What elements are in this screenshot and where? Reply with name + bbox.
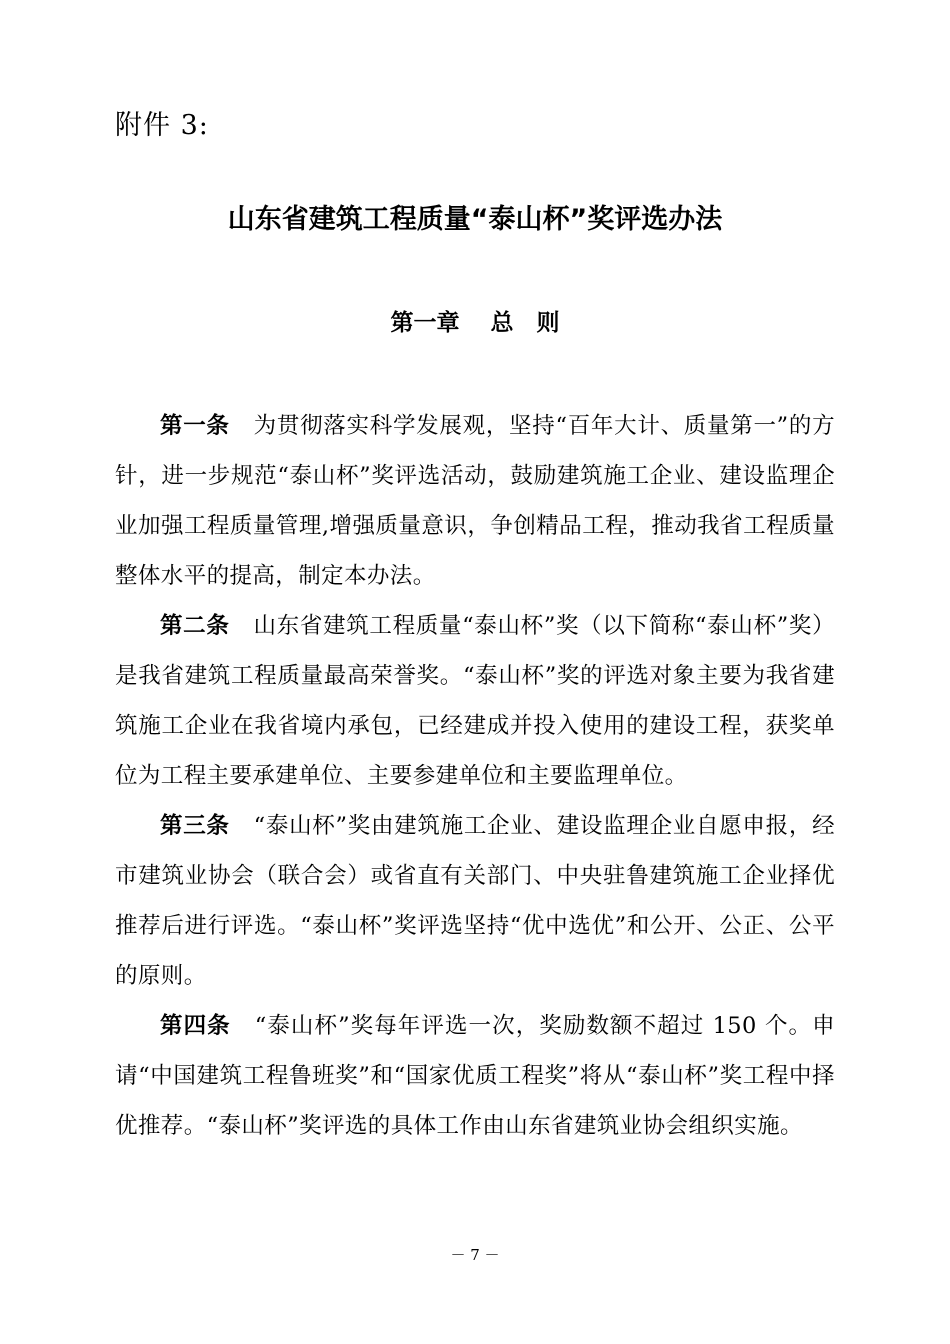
article-label: 第一条	[160, 413, 230, 439]
chapter-name: 总 则	[490, 310, 560, 336]
document-body	[115, 401, 835, 1151]
article-label: 第四条	[160, 1013, 231, 1039]
article-2	[115, 601, 835, 801]
article-text: 为贯彻落实科学发展观，坚持“百年大计、质量第一”的方针，进一步规范“泰山杯”奖评选活动，鼓励建筑施工企业、建设监理企业加强工程质量管理,增强质量意识，争创精品工程，推动我省工程质量整体水平的提高，制定本办法。	[115, 413, 836, 589]
article-1	[115, 401, 835, 601]
article-text: 山东省建筑工程质量“泰山杯”奖（以下简称“泰山杯”奖）是我省建筑工程质量最高荣誉奖。“泰山杯”奖的评选对象主要为我省建筑施工企业在我省境内承包，已经建成并投入使用的建设工程，获奖单位为工程主要承建单位、主要参建单位和主要监理单位。	[115, 613, 836, 789]
chapter-number: 第一章	[390, 310, 460, 336]
page-number: － 7 －	[450, 1246, 500, 1264]
article-text: “泰山杯”奖每年评选一次，奖励数额不超过 150 个。申请“中国建筑工程鲁班奖”和“国家优质工程奖”将从“泰山杯”奖工程中择优推荐。“泰山杯”奖评选的具体工作由山东省建筑业协会组织实施。	[115, 1013, 835, 1139]
chapter-heading	[0, 306, 950, 340]
article-label: 第三条	[160, 813, 230, 839]
article-text: “泰山杯”奖由建筑施工企业、建设监理企业自愿申报，经市建筑业协会（联合会）或省直有关部门、中央驻鲁建筑施工企业择优推荐后进行评选。“泰山杯”奖评选坚持“优中选优”和公开、公正、公平的原则。	[115, 813, 835, 989]
document-title: 山东省建筑工程质量“泰山杯”奖评选办法	[227, 204, 723, 235]
article-3	[115, 801, 835, 1001]
attachment-label: 附件 3:	[115, 110, 209, 141]
article-label: 第二条	[160, 613, 230, 639]
article-4	[115, 1001, 835, 1151]
